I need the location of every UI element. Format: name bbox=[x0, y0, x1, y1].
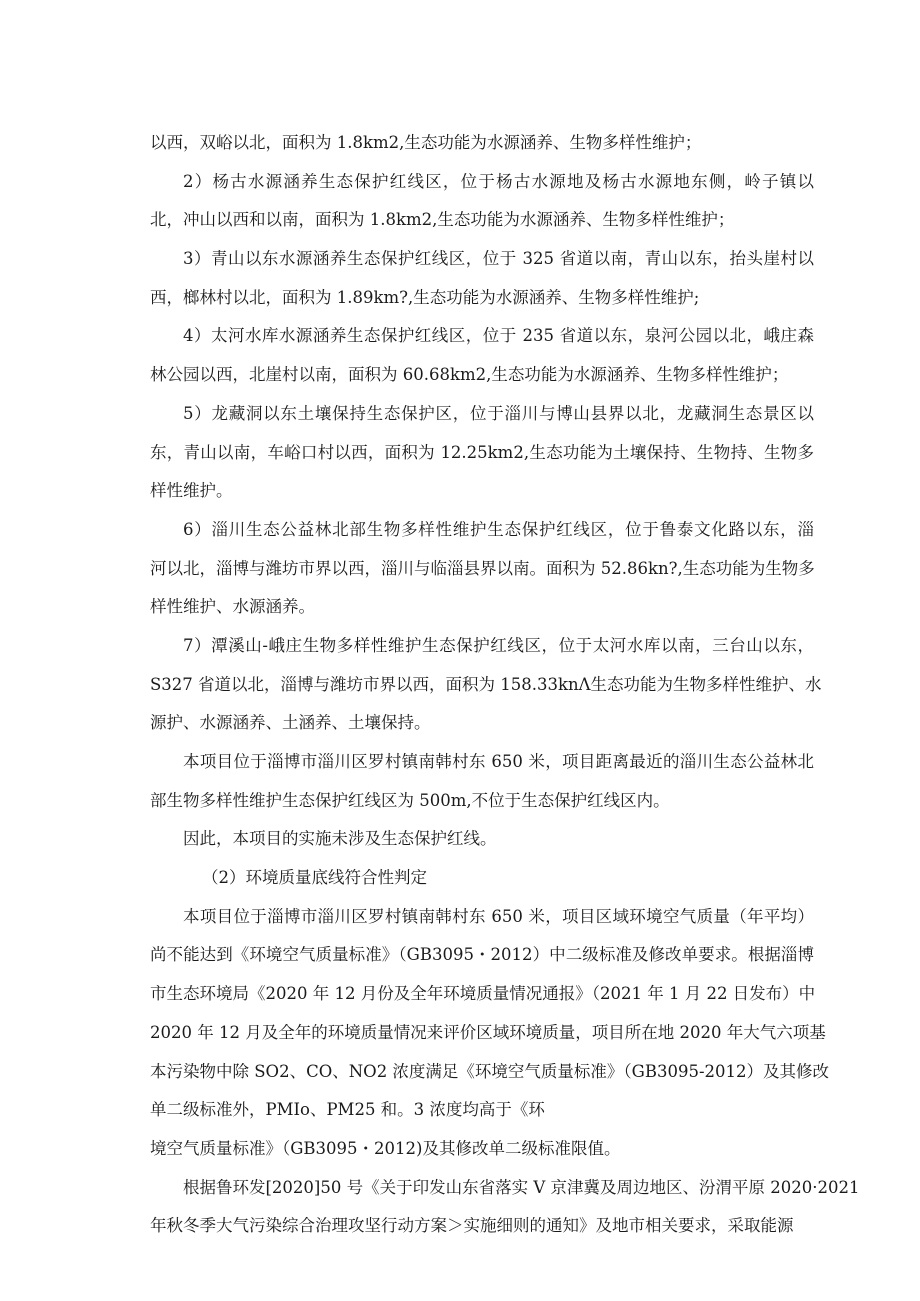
text-line: 本项目位于淄博市淄川区罗村镇南韩村东 650 米，项目区域环境空气质量（年平均） bbox=[183, 906, 814, 926]
text-line: 年秋冬季大气污染综合治理攻坚行动方案＞实施细则的通知》及地市相关要求，采取能源 bbox=[150, 1216, 794, 1236]
paragraph-p2 bbox=[150, 240, 814, 317]
paragraph-p11 bbox=[150, 1130, 814, 1169]
text-line: 境空气质量标准》（GB3095・2012)及其修改单二级标准限值。 bbox=[150, 1138, 621, 1158]
paragraph-p12 bbox=[150, 1169, 860, 1246]
text-line: 样性维护、水源涵养。 bbox=[150, 597, 315, 617]
text-line: 以西，双峪以北，面积为 1.8km2,生态功能为水源涵养、生物多样性维护； bbox=[150, 133, 702, 152]
text-line: 东，青山以南，车峪口村以西，面积为 12.25km2,生态功能为土壤保持、生物持、生物多 bbox=[150, 442, 814, 462]
paragraph-p7 bbox=[150, 743, 814, 820]
paragraph-p6 bbox=[150, 627, 822, 743]
paragraph-p4 bbox=[150, 395, 814, 511]
text-line: 根据鲁环发[2020]50 号《关于印发山东省落实 V 京津冀及周边地区、汾渭平原 2020·2021 bbox=[183, 1177, 860, 1197]
text-line: 西，榔林村以北，面积为 1.89km?,生态功能为水源涵养、生物多样性维护; bbox=[150, 287, 700, 307]
paragraph-p1 bbox=[150, 163, 814, 240]
text-line: 6）淄川生态公益林北部生物多样性维护生态保护红线区，位于鲁泰文化路以东，淄 bbox=[183, 519, 814, 539]
text-line: 本项目位于淄博市淄川区罗村镇南韩村东 650 米，项目距离最近的淄川生态公益林北 bbox=[183, 752, 814, 771]
paragraph-p9 bbox=[150, 859, 814, 898]
text-line: 林公园以西，北崖村以南，面积为 60.68km2,生态功能为水源涵养、生物多样性维护； bbox=[150, 365, 789, 385]
text-line: 源护、水源涵养、土涵养、土壤保持。 bbox=[150, 713, 431, 733]
paragraph-p5 bbox=[150, 511, 814, 627]
text-line: 北，冲山以西和以南，面积为 1.8km2,生态功能为水源涵养、生物多样性维护； bbox=[150, 210, 735, 230]
text-line: 4）太河水库水源涵养生态保护红线区，位于 235 省道以东，泉河公园以北，峨庄森 bbox=[183, 326, 814, 346]
paragraph-p0 bbox=[150, 124, 814, 163]
paragraph-p10 bbox=[150, 898, 830, 1130]
text-line: 因此，本项目的实施未涉及生态保护红线。 bbox=[183, 829, 497, 849]
text-line: 样性维护。 bbox=[150, 481, 233, 501]
text-line: 单二级标准外，PMIo、PM25 和。3 浓度均高于《环 bbox=[150, 1100, 545, 1120]
paragraph-p3 bbox=[150, 317, 814, 394]
text-line: 部生物多样性维护生态保护红线区为 500m,不位于生态保护红线区内。 bbox=[150, 790, 670, 810]
text-line: 市生态环境局《2020 年 12 月份及全年环境质量情况通报》（2021 年 1 月 22 日发布）中 bbox=[150, 984, 816, 1004]
text-line: 河以北，淄博与潍坊市界以西，淄川与临淄县界以南。面积为 52.86kn?,生态功能为生物多 bbox=[150, 558, 815, 578]
text-line: S327 省道以北，淄博与潍坊市界以西，面积为 158.33knΛ生态功能为生物多样性维护、水 bbox=[150, 674, 822, 694]
document-body bbox=[150, 124, 860, 1246]
text-line: （2）环境质量底线符合性判定 bbox=[202, 868, 427, 888]
text-line: 2020 年 12 月及全年的环境质量情况来评价区域环境质量，项目所在地 2020 年大气六项基 bbox=[150, 1022, 826, 1042]
text-line: 7）潭溪山-峨庄生物多样性维护生态保护红线区，位于太河水库以南，三台山以东， bbox=[183, 635, 814, 655]
paragraph-p8 bbox=[150, 820, 814, 859]
text-line: 5）龙藏洞以东土壤保持生态保护区，位于淄川与博山县界以北，龙藏洞生态景区以 bbox=[183, 403, 814, 423]
text-line: 2）杨古水源涵养生态保护红线区，位于杨古水源地及杨古水源地东侧，岭子镇以 bbox=[183, 171, 814, 191]
text-line: 3）青山以东水源涵养生态保护红线区，位于 325 省道以南，青山以东，抬头崖村以 bbox=[183, 249, 814, 269]
text-line: 本污染物中除 SO2、CO、NO2 浓度满足《环境空气质量标准》（GB3095-2012）及其修改 bbox=[150, 1061, 830, 1081]
text-line: 尚不能达到《环境空气质量标准》（GB3095・2012）中二级标准及修改单要求。根据淄博 bbox=[150, 945, 814, 965]
